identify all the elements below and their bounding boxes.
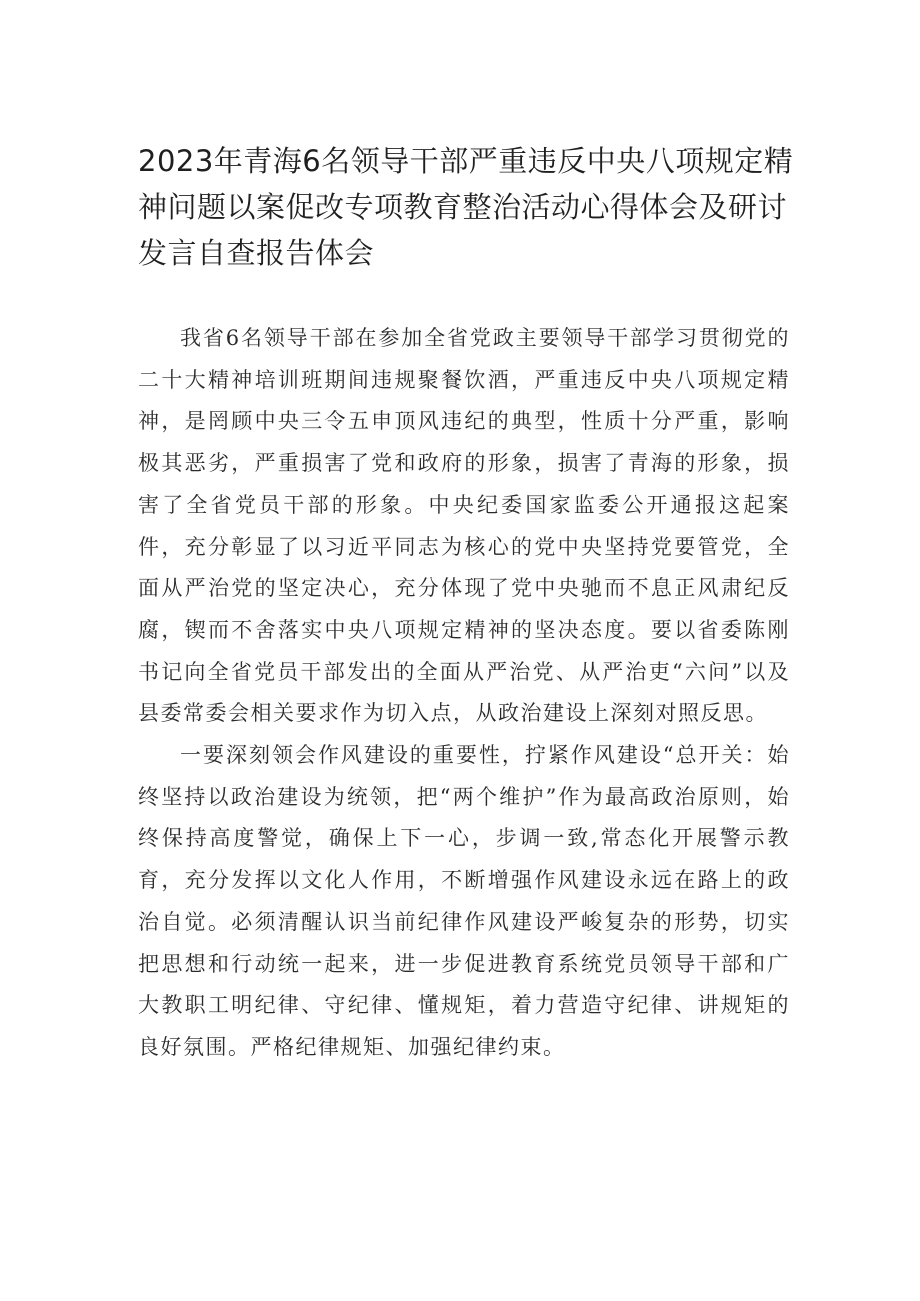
paragraph-2: 一要深刻领会作风建设的重要性，拧紧作风建设“总开关：始终坚持以政治建设为统领，把“两个维护”作为最高政治原则，始终保持高度警觉，确保上下一心，步调一致,常态化开展警示教育，充分发挥以文化人作用，不断增强作风建设永远在路上的政治自觉。必须清醒认识当前纪律作风建设严峻复杂的形势，切实把思想和行动统一起来，进一步促进教育系统党员领导干部和广大教职工明纪律、守纪律、懂规矩，着力营造守纪律、讲规矩的良好氛围。严格纪律规矩、加强纪律约束。 [138, 743, 790, 1059]
document-body [138, 318, 790, 1069]
document-title: 2023年青海6名领导干部严重违反中央八项规定精神问题以案促改专项教育整治活动心得体会及研讨发言自查报告体会 [138, 144, 794, 270]
paragraph-1: 我省6名领导干部在参加全省党政主要领导干部学习贯彻党的二十大精神培训班期间违规聚餐饮酒，严重违反中央八项规定精神，是罔顾中央三令五申顶风违纪的典型，性质十分严重，影响极其恶劣，严重损害了党和政府的形象，损害了青海的形象，损害了全省党员干部的形象。中央纪委国家监委公开通报这起案件，充分彰显了以习近平同志为核心的党中央坚持党要管党，全面从严治党的坚定决心，充分体现了党中央驰而不息正风肃纪反腐，锲而不舍落实中央八项规定精神的坚决态度。要以省委陈刚书记向全省党员干部发出的全面从严治党、从严治吏“六问”以及县委常委会相关要求作为切入点，从政治建设上深刻对照反思。 [138, 326, 790, 726]
